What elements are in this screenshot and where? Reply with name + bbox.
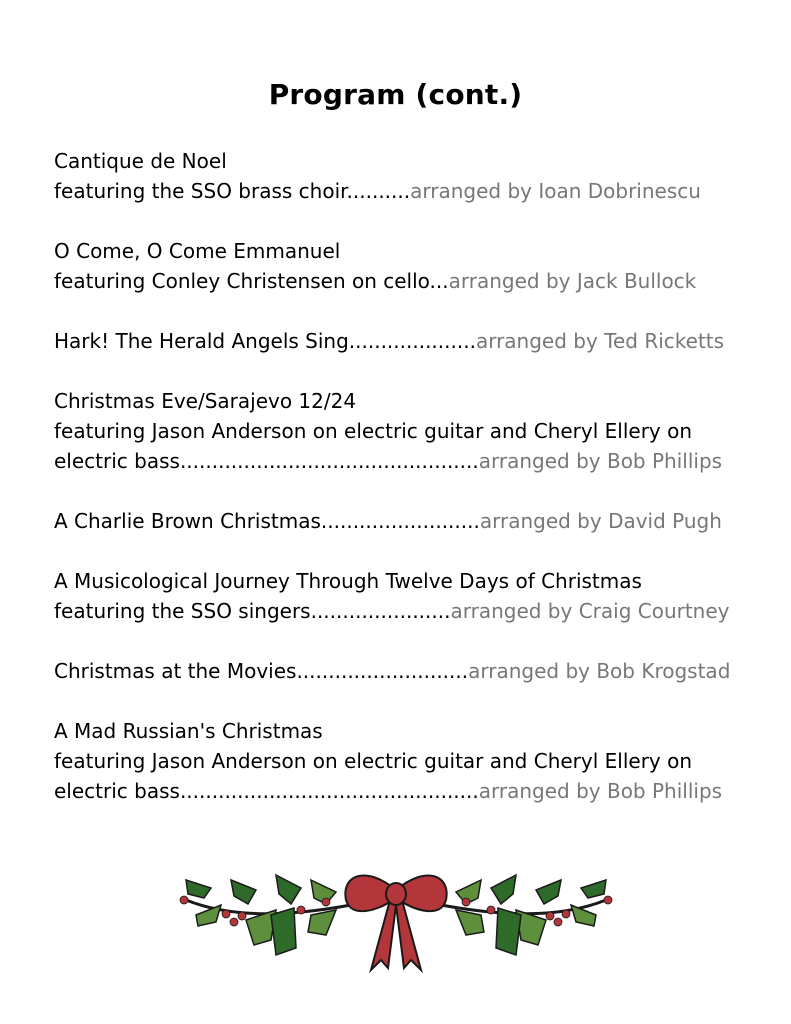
piece-detail-line <box>54 326 736 356</box>
piece-title: Cantique de Noel <box>54 149 227 173</box>
piece-feature: featuring Jason Anderson on electric guitar and Cheryl Ellery on <box>54 419 693 443</box>
piece-arranger: arranged by Bob Phillips <box>478 449 723 473</box>
piece-arranger: arranged by Ioan Dobrinescu <box>410 179 701 203</box>
piece-feature-cont: electric bass <box>54 449 180 473</box>
piece-detail-line <box>54 266 736 296</box>
piece-arranger: arranged by Ted Ricketts <box>475 329 725 353</box>
program-entry <box>54 566 736 626</box>
page-title: Program (cont.) <box>268 78 523 111</box>
piece-detail-line <box>54 176 736 206</box>
piece-title: A Charlie Brown Christmas <box>54 509 321 533</box>
leader-dots: ...................... <box>310 599 451 623</box>
piece-detail-line <box>54 506 736 536</box>
program-entry <box>54 386 736 476</box>
leader-dots: ........................... <box>296 659 469 683</box>
program-entry <box>54 506 736 536</box>
leader-dots: .......... <box>346 179 411 203</box>
piece-arranger: arranged by Craig Courtney <box>450 599 730 623</box>
leader-dots: .................... <box>348 329 476 353</box>
program-entry <box>54 716 736 806</box>
piece-feature: featuring Jason Anderson on electric guitar and Cheryl Ellery on <box>54 749 693 773</box>
piece-title: O Come, O Come Emmanuel <box>54 239 341 263</box>
piece-arranger: arranged by David Pugh <box>479 509 722 533</box>
leader-dots: ... <box>429 269 449 293</box>
piece-title: Christmas at the Movies <box>54 659 297 683</box>
program-entry <box>54 146 736 206</box>
piece-title: Hark! The Herald Angels Sing <box>54 329 349 353</box>
piece-detail-line <box>54 656 736 686</box>
piece-feature-cont: electric bass <box>54 779 180 803</box>
piece-feature: featuring Conley Christensen on cello <box>54 269 430 293</box>
piece-arranger: arranged by Bob Krogstad <box>468 659 731 683</box>
piece-detail-line <box>54 446 736 476</box>
leader-dots: ............................................... <box>179 779 479 803</box>
piece-arranger: arranged by Jack Bullock <box>448 269 697 293</box>
piece-title: A Mad Russian's Christmas <box>54 719 323 743</box>
piece-arranger: arranged by Bob Phillips <box>478 779 723 803</box>
piece-title: A Musicological Journey Through Twelve Days of Christmas <box>54 569 642 593</box>
holly-garland-icon <box>176 860 616 975</box>
leader-dots: ............................................... <box>179 449 479 473</box>
piece-feature: featuring the SSO brass choir <box>54 179 347 203</box>
leader-dots: ......................... <box>320 509 480 533</box>
piece-detail-line <box>54 596 736 626</box>
program-entry <box>54 656 736 686</box>
piece-detail-line <box>54 776 736 806</box>
program-entry <box>54 326 736 356</box>
program-entry <box>54 236 736 296</box>
piece-feature: featuring the SSO singers <box>54 599 311 623</box>
program-list <box>54 146 736 836</box>
piece-title: Christmas Eve/Sarajevo 12/24 <box>54 389 357 413</box>
